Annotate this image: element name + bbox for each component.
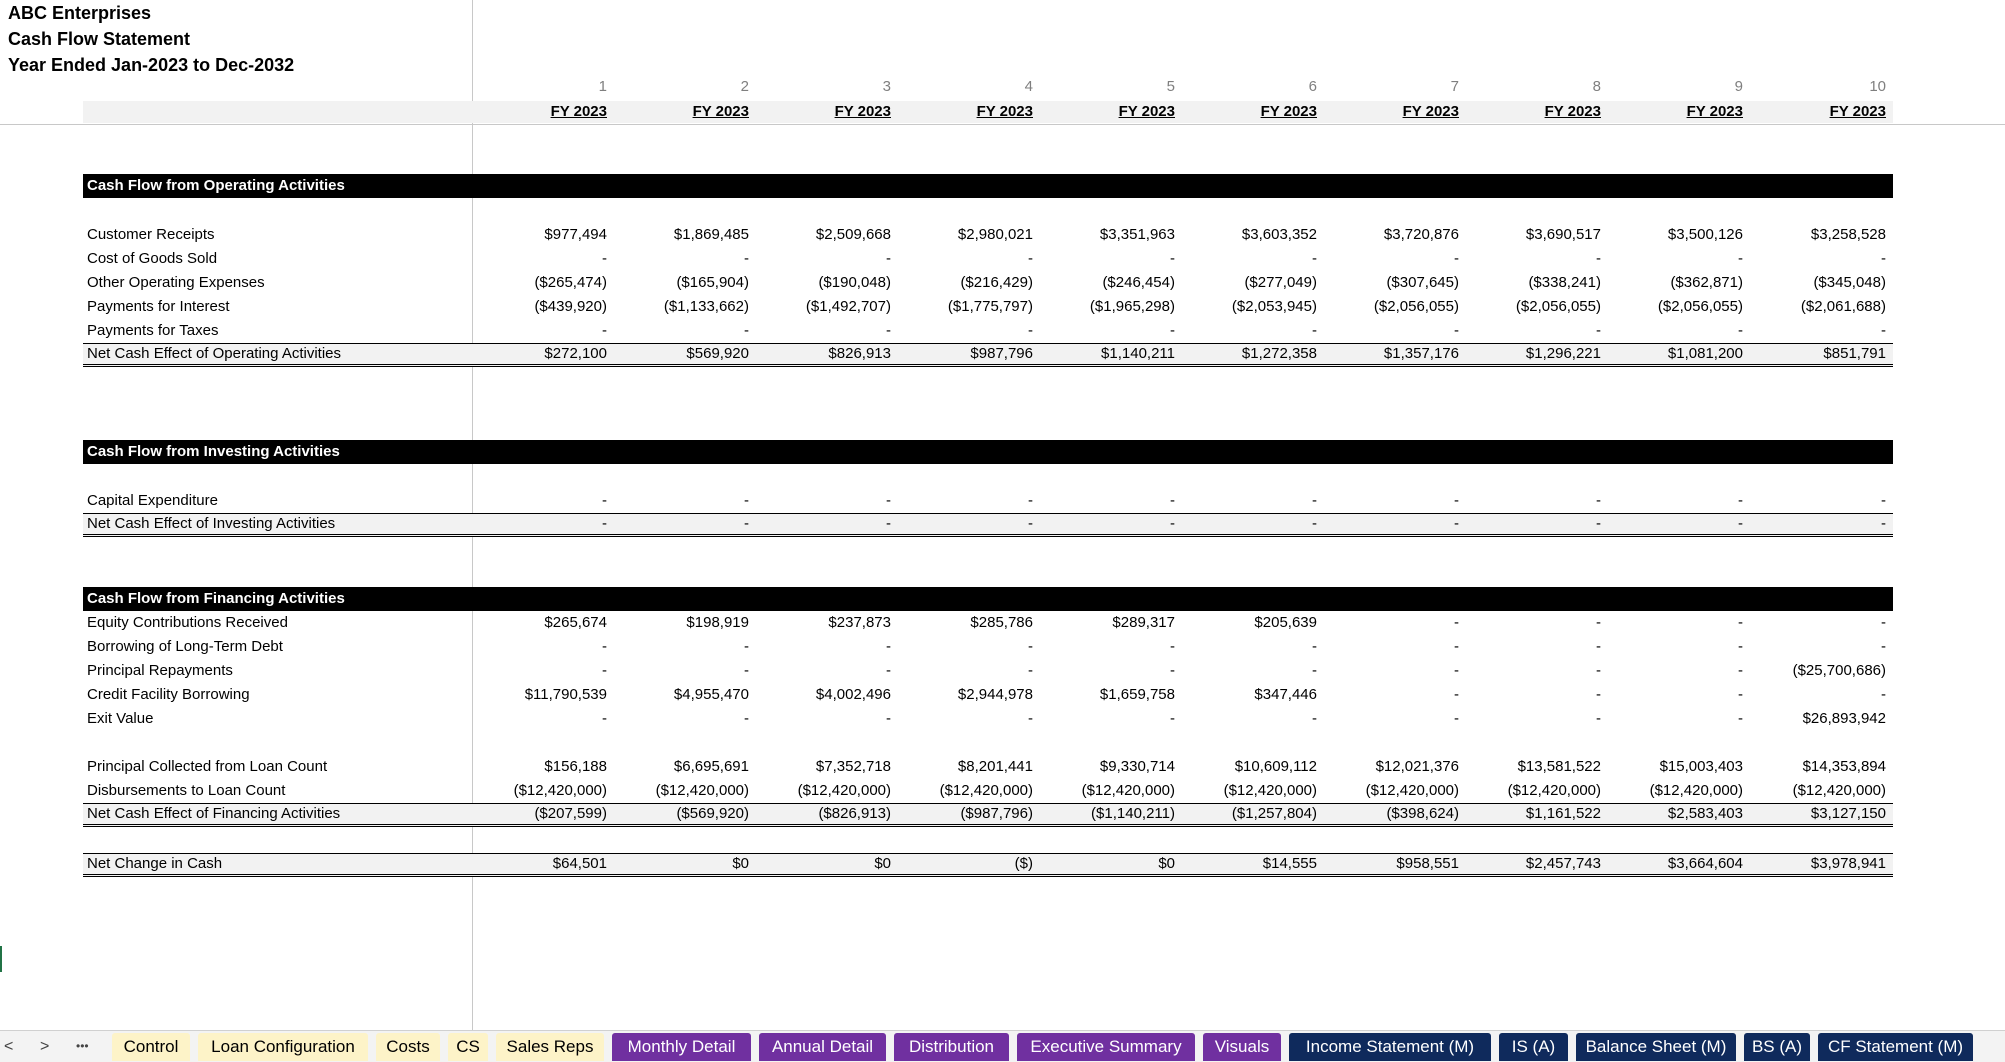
line-item-row bbox=[83, 271, 1893, 295]
value-cell[interactable]: $3,978,941 bbox=[1810, 855, 1886, 872]
selected-cell-marker bbox=[0, 946, 2, 972]
value-cell[interactable]: $1,357,176 bbox=[1383, 345, 1459, 362]
value-cell[interactable]: ($12,420,000) bbox=[513, 782, 607, 799]
value-cell[interactable]: $3,690,517 bbox=[1525, 226, 1601, 243]
period-number: 3 bbox=[882, 78, 891, 95]
sheet-tab[interactable]: Monthly Detail bbox=[612, 1033, 751, 1061]
line-item-row bbox=[83, 319, 1893, 343]
value-cell[interactable]: - bbox=[1596, 662, 1601, 679]
value-cell[interactable]: ($1,775,797) bbox=[947, 298, 1033, 315]
value-cell[interactable]: - bbox=[1738, 686, 1743, 703]
value-cell[interactable]: $1,081,200 bbox=[1667, 345, 1743, 362]
fiscal-year-label: FY 2023 bbox=[550, 103, 607, 120]
value-cell[interactable]: - bbox=[1028, 710, 1033, 727]
fiscal-year-label: FY 2023 bbox=[1118, 103, 1175, 120]
value-cell[interactable]: - bbox=[602, 250, 607, 267]
value-cell[interactable]: $272,100 bbox=[544, 345, 607, 362]
value-cell[interactable]: $289,317 bbox=[1112, 614, 1175, 631]
value-cell[interactable]: - bbox=[1312, 492, 1317, 509]
row-label: Equity Contributions Received bbox=[87, 614, 288, 631]
value-cell[interactable]: ($277,049) bbox=[1244, 274, 1317, 291]
value-cell[interactable]: ($1,133,662) bbox=[663, 298, 749, 315]
row-label: Payments for Taxes bbox=[87, 322, 219, 339]
value-cell[interactable]: $156,188 bbox=[544, 758, 607, 775]
period-number: 2 bbox=[740, 78, 749, 95]
sheet-tab-bar bbox=[0, 1030, 2005, 1062]
section-title: Cash Flow from Operating Activities bbox=[87, 177, 345, 194]
value-cell[interactable]: $2,509,668 bbox=[815, 226, 891, 243]
sheet-tab[interactable]: Distribution bbox=[894, 1033, 1009, 1061]
value-cell[interactable]: ($12,420,000) bbox=[1223, 782, 1317, 799]
line-item-row bbox=[83, 611, 1893, 635]
value-cell[interactable]: $13,581,522 bbox=[1517, 758, 1601, 775]
fiscal-year-label: FY 2023 bbox=[1260, 103, 1317, 120]
line-item-row bbox=[83, 707, 1893, 731]
value-cell[interactable]: ($338,241) bbox=[1528, 274, 1601, 291]
value-cell[interactable]: - bbox=[886, 515, 891, 532]
value-cell[interactable]: ($1,965,298) bbox=[1089, 298, 1175, 315]
value-cell[interactable]: - bbox=[1170, 638, 1175, 655]
value-cell[interactable]: - bbox=[1881, 614, 1886, 631]
period-number: 7 bbox=[1450, 78, 1459, 95]
value-cell[interactable]: ($2,056,055) bbox=[1657, 298, 1743, 315]
period-number: 9 bbox=[1734, 78, 1743, 95]
value-cell[interactable]: ($439,920) bbox=[534, 298, 607, 315]
value-cell[interactable]: $0 bbox=[732, 855, 749, 872]
value-cell[interactable]: - bbox=[1738, 322, 1743, 339]
value-cell[interactable]: $0 bbox=[1158, 855, 1175, 872]
value-cell[interactable]: $0 bbox=[874, 855, 891, 872]
value-cell[interactable]: - bbox=[602, 515, 607, 532]
value-cell[interactable]: $3,603,352 bbox=[1241, 226, 1317, 243]
value-cell[interactable]: $237,873 bbox=[828, 614, 891, 631]
value-cell[interactable]: ($165,904) bbox=[676, 274, 749, 291]
value-cell[interactable]: - bbox=[1596, 492, 1601, 509]
value-cell[interactable]: ($2,056,055) bbox=[1373, 298, 1459, 315]
line-item-row bbox=[83, 659, 1893, 683]
row-label: Capital Expenditure bbox=[87, 492, 218, 509]
sheet-tab[interactable]: Balance Sheet (M) bbox=[1576, 1033, 1736, 1061]
value-cell[interactable]: $2,457,743 bbox=[1525, 855, 1601, 872]
period-title: Year Ended Jan-2023 to Dec-2032 bbox=[8, 55, 295, 75]
value-cell[interactable]: $12,021,376 bbox=[1375, 758, 1459, 775]
value-cell[interactable]: - bbox=[1454, 638, 1459, 655]
fiscal-year-label: FY 2023 bbox=[1829, 103, 1886, 120]
row-label: Cost of Goods Sold bbox=[87, 250, 218, 267]
value-cell[interactable]: - bbox=[1170, 250, 1175, 267]
value-cell[interactable]: $205,639 bbox=[1254, 614, 1317, 631]
value-cell[interactable]: $347,446 bbox=[1254, 686, 1317, 703]
value-cell[interactable]: - bbox=[1170, 492, 1175, 509]
line-item-row bbox=[83, 295, 1893, 319]
frozen-row-divider bbox=[0, 124, 2005, 125]
sheet-tab[interactable]: Visuals bbox=[1203, 1033, 1281, 1061]
line-item-row bbox=[83, 755, 1893, 779]
value-cell[interactable]: - bbox=[1170, 662, 1175, 679]
sheet-tab[interactable]: Loan Configuration bbox=[198, 1033, 368, 1061]
value-cell[interactable]: $851,791 bbox=[1823, 345, 1886, 362]
value-cell[interactable]: - bbox=[1596, 322, 1601, 339]
fiscal-year-label: FY 2023 bbox=[976, 103, 1033, 120]
value-cell[interactable]: ($1,492,707) bbox=[805, 298, 891, 315]
value-cell[interactable]: - bbox=[1738, 614, 1743, 631]
value-cell[interactable]: ($190,048) bbox=[818, 274, 891, 291]
financing-total-row bbox=[83, 803, 1893, 827]
value-cell[interactable]: - bbox=[1596, 686, 1601, 703]
value-cell[interactable]: - bbox=[1454, 322, 1459, 339]
value-cell[interactable]: ($345,048) bbox=[1813, 274, 1886, 291]
value-cell[interactable]: $3,351,963 bbox=[1099, 226, 1175, 243]
value-cell[interactable]: - bbox=[1738, 492, 1743, 509]
row-label: Net Change in Cash bbox=[87, 855, 223, 872]
fiscal-year-label: FY 2023 bbox=[692, 103, 749, 120]
net-change-row bbox=[83, 853, 1893, 877]
period-number: 4 bbox=[1024, 78, 1033, 95]
value-cell[interactable]: ($398,624) bbox=[1386, 805, 1459, 822]
fiscal-year-label: FY 2023 bbox=[834, 103, 891, 120]
value-cell[interactable]: $1,869,485 bbox=[673, 226, 749, 243]
row-label: Other Operating Expenses bbox=[87, 274, 265, 291]
value-cell[interactable]: $3,500,126 bbox=[1667, 226, 1743, 243]
row-label: Borrowing of Long-Term Debt bbox=[87, 638, 283, 655]
value-cell[interactable]: - bbox=[1454, 662, 1459, 679]
value-cell[interactable]: ($987,796) bbox=[960, 805, 1033, 822]
value-cell[interactable]: - bbox=[886, 250, 891, 267]
value-cell[interactable]: - bbox=[1454, 515, 1459, 532]
row-label: Net Cash Effect of Operating Activities bbox=[87, 345, 342, 362]
value-cell[interactable]: $958,551 bbox=[1396, 855, 1459, 872]
value-cell[interactable]: ($25,700,686) bbox=[1792, 662, 1886, 679]
value-cell[interactable]: $1,161,522 bbox=[1525, 805, 1601, 822]
value-cell[interactable]: - bbox=[1170, 515, 1175, 532]
value-cell[interactable]: ($12,420,000) bbox=[797, 782, 891, 799]
value-cell[interactable]: $3,720,876 bbox=[1383, 226, 1459, 243]
operating-total-row bbox=[83, 343, 1893, 367]
value-cell[interactable]: - bbox=[1881, 492, 1886, 509]
value-cell[interactable]: - bbox=[1454, 710, 1459, 727]
value-cell[interactable]: - bbox=[1454, 614, 1459, 631]
value-cell[interactable]: ($12,420,000) bbox=[1649, 782, 1743, 799]
value-cell[interactable]: ($1,257,804) bbox=[1231, 805, 1317, 822]
value-cell[interactable]: - bbox=[1738, 250, 1743, 267]
company-name: ABC Enterprises bbox=[8, 3, 152, 23]
value-cell[interactable]: $26,893,942 bbox=[1802, 710, 1886, 727]
value-cell[interactable]: ($207,599) bbox=[534, 805, 607, 822]
value-cell[interactable]: $285,786 bbox=[970, 614, 1033, 631]
sheet-tab[interactable]: Annual Detail bbox=[759, 1033, 886, 1061]
value-cell[interactable]: ($216,429) bbox=[960, 274, 1033, 291]
value-cell[interactable]: - bbox=[602, 662, 607, 679]
value-cell[interactable]: $64,501 bbox=[552, 855, 607, 872]
value-cell[interactable]: ($265,474) bbox=[534, 274, 607, 291]
value-cell[interactable]: $2,944,978 bbox=[957, 686, 1033, 703]
value-cell[interactable]: - bbox=[1454, 492, 1459, 509]
value-cell[interactable]: - bbox=[1312, 662, 1317, 679]
section-title: Cash Flow from Financing Activities bbox=[87, 590, 345, 607]
value-cell[interactable]: - bbox=[602, 322, 607, 339]
value-cell[interactable]: - bbox=[744, 250, 749, 267]
value-cell[interactable]: $9,330,714 bbox=[1099, 758, 1175, 775]
row-label: Payments for Interest bbox=[87, 298, 230, 315]
value-cell[interactable]: $265,674 bbox=[544, 614, 607, 631]
value-cell[interactable]: ($12,420,000) bbox=[1792, 782, 1886, 799]
line-item-row bbox=[83, 683, 1893, 707]
sheet-tab[interactable]: Control bbox=[112, 1033, 190, 1061]
value-cell[interactable]: $2,583,403 bbox=[1667, 805, 1743, 822]
value-cell[interactable]: - bbox=[1028, 638, 1033, 655]
value-cell[interactable]: $569,920 bbox=[686, 345, 749, 362]
row-label: Credit Facility Borrowing bbox=[87, 686, 250, 703]
value-cell[interactable]: - bbox=[1028, 322, 1033, 339]
value-cell[interactable]: - bbox=[1028, 492, 1033, 509]
row-label: Principal Repayments bbox=[87, 662, 233, 679]
period-number: 1 bbox=[598, 78, 607, 95]
fiscal-year-label: FY 2023 bbox=[1402, 103, 1459, 120]
period-number: 10 bbox=[1869, 78, 1886, 95]
value-cell[interactable]: - bbox=[886, 492, 891, 509]
prev-sheet-button[interactable]: < bbox=[4, 1038, 14, 1055]
value-cell[interactable]: - bbox=[1028, 662, 1033, 679]
investing-total-row bbox=[83, 513, 1893, 537]
value-cell[interactable]: $2,980,021 bbox=[957, 226, 1033, 243]
value-cell[interactable]: - bbox=[886, 662, 891, 679]
value-cell[interactable]: - bbox=[1312, 710, 1317, 727]
sheet-tab[interactable]: Income Statement (M) bbox=[1289, 1033, 1491, 1061]
value-cell[interactable]: - bbox=[1170, 322, 1175, 339]
value-cell[interactable]: - bbox=[1596, 638, 1601, 655]
value-cell[interactable]: $977,494 bbox=[544, 226, 607, 243]
line-item-row bbox=[83, 489, 1893, 513]
line-item-row bbox=[83, 635, 1893, 659]
value-cell[interactable]: $1,296,221 bbox=[1525, 345, 1601, 362]
value-cell[interactable]: - bbox=[886, 710, 891, 727]
value-cell[interactable]: - bbox=[1881, 250, 1886, 267]
value-cell[interactable]: $4,002,496 bbox=[815, 686, 891, 703]
value-cell[interactable]: ($12,420,000) bbox=[655, 782, 749, 799]
value-cell[interactable]: - bbox=[744, 662, 749, 679]
sheet-tab[interactable]: BS (A) bbox=[1744, 1033, 1810, 1061]
value-cell[interactable]: $6,695,691 bbox=[673, 758, 749, 775]
value-cell[interactable]: ($307,645) bbox=[1386, 274, 1459, 291]
value-cell[interactable]: $14,353,894 bbox=[1802, 758, 1886, 775]
value-cell[interactable]: - bbox=[1028, 515, 1033, 532]
value-cell[interactable]: $3,127,150 bbox=[1810, 805, 1886, 822]
more-sheets-button[interactable]: ••• bbox=[76, 1039, 89, 1053]
value-cell[interactable]: - bbox=[1170, 710, 1175, 727]
value-cell[interactable]: - bbox=[1454, 250, 1459, 267]
sheet-tab[interactable]: IS (A) bbox=[1499, 1033, 1568, 1061]
line-item-row bbox=[83, 779, 1893, 803]
value-cell[interactable]: ($2,061,688) bbox=[1800, 298, 1886, 315]
value-cell[interactable]: - bbox=[1738, 515, 1743, 532]
value-cell[interactable]: - bbox=[1596, 710, 1601, 727]
value-cell[interactable]: - bbox=[744, 515, 749, 532]
value-cell[interactable]: $14,555 bbox=[1262, 855, 1317, 872]
value-cell[interactable]: ($826,913) bbox=[818, 805, 891, 822]
row-label: Disbursements to Loan Count bbox=[87, 782, 286, 799]
period-number: 5 bbox=[1166, 78, 1175, 95]
value-cell[interactable]: $15,003,403 bbox=[1659, 758, 1743, 775]
value-cell[interactable]: $1,272,358 bbox=[1241, 345, 1317, 362]
fiscal-year-label: FY 2023 bbox=[1544, 103, 1601, 120]
sheet-tab[interactable]: Executive Summary bbox=[1017, 1033, 1195, 1061]
value-cell[interactable]: - bbox=[744, 322, 749, 339]
value-cell[interactable]: $198,919 bbox=[686, 614, 749, 631]
period-number: 8 bbox=[1592, 78, 1601, 95]
value-cell[interactable]: ($2,056,055) bbox=[1515, 298, 1601, 315]
value-cell[interactable]: - bbox=[1596, 515, 1601, 532]
row-label: Net Cash Effect of Financing Activities bbox=[87, 805, 341, 822]
line-item-row bbox=[83, 247, 1893, 271]
value-cell[interactable]: ($362,871) bbox=[1670, 274, 1743, 291]
value-cell[interactable]: - bbox=[886, 322, 891, 339]
value-cell[interactable]: - bbox=[602, 638, 607, 655]
line-item-row bbox=[83, 223, 1893, 247]
value-cell[interactable]: $4,955,470 bbox=[673, 686, 749, 703]
row-label: Principal Collected from Loan Count bbox=[87, 758, 328, 775]
value-cell[interactable]: - bbox=[1312, 322, 1317, 339]
value-cell[interactable]: ($12,420,000) bbox=[1081, 782, 1175, 799]
value-cell[interactable]: - bbox=[1881, 638, 1886, 655]
value-cell[interactable]: - bbox=[1738, 638, 1743, 655]
row-label: Exit Value bbox=[87, 710, 154, 727]
value-cell[interactable]: $10,609,112 bbox=[1234, 758, 1317, 775]
value-cell[interactable]: - bbox=[744, 638, 749, 655]
value-cell[interactable]: $11,790,539 bbox=[524, 686, 607, 703]
section-header bbox=[83, 440, 1893, 464]
value-cell[interactable]: $7,352,718 bbox=[815, 758, 891, 775]
value-cell[interactable]: $987,796 bbox=[970, 345, 1033, 362]
value-cell[interactable]: $8,201,441 bbox=[957, 758, 1033, 775]
value-cell[interactable]: $1,659,758 bbox=[1099, 686, 1175, 703]
value-cell[interactable]: ($12,420,000) bbox=[1365, 782, 1459, 799]
value-cell[interactable]: - bbox=[1596, 614, 1601, 631]
value-cell[interactable]: - bbox=[1312, 515, 1317, 532]
section-header bbox=[83, 587, 1893, 611]
sheet-tab[interactable]: Costs bbox=[376, 1033, 440, 1061]
value-cell[interactable]: - bbox=[602, 492, 607, 509]
value-cell[interactable]: - bbox=[1738, 662, 1743, 679]
value-cell[interactable]: - bbox=[1881, 322, 1886, 339]
section-title: Cash Flow from Investing Activities bbox=[87, 443, 340, 460]
value-cell[interactable]: - bbox=[602, 710, 607, 727]
value-cell[interactable]: - bbox=[744, 710, 749, 727]
value-cell[interactable]: ($246,454) bbox=[1102, 274, 1175, 291]
row-label: Customer Receipts bbox=[87, 226, 215, 243]
value-cell[interactable]: - bbox=[1881, 515, 1886, 532]
value-cell[interactable]: ($1,140,211) bbox=[1091, 805, 1175, 822]
value-cell[interactable]: - bbox=[1028, 250, 1033, 267]
section-header bbox=[83, 174, 1893, 198]
statement-title: Cash Flow Statement bbox=[8, 29, 191, 49]
value-cell[interactable]: $3,664,604 bbox=[1667, 855, 1743, 872]
value-cell[interactable]: ($2,053,945) bbox=[1231, 298, 1317, 315]
row-label: Net Cash Effect of Investing Activities bbox=[87, 515, 336, 532]
value-cell[interactable]: ($) bbox=[1014, 855, 1033, 872]
value-cell[interactable]: - bbox=[744, 492, 749, 509]
value-cell[interactable]: - bbox=[1738, 710, 1743, 727]
value-cell[interactable]: - bbox=[1596, 250, 1601, 267]
value-cell[interactable]: $826,913 bbox=[828, 345, 891, 362]
sheet-tab[interactable]: Sales Reps bbox=[496, 1033, 604, 1061]
value-cell[interactable]: - bbox=[1454, 686, 1459, 703]
value-cell[interactable]: - bbox=[1312, 250, 1317, 267]
value-cell[interactable]: - bbox=[886, 638, 891, 655]
next-sheet-button[interactable]: > bbox=[40, 1038, 50, 1055]
value-cell[interactable]: - bbox=[1881, 686, 1886, 703]
value-cell[interactable]: $1,140,211 bbox=[1101, 345, 1175, 362]
value-cell[interactable]: ($12,420,000) bbox=[1507, 782, 1601, 799]
fiscal-year-label: FY 2023 bbox=[1686, 103, 1743, 120]
period-number: 6 bbox=[1308, 78, 1317, 95]
value-cell[interactable]: - bbox=[1312, 638, 1317, 655]
value-cell[interactable]: ($569,920) bbox=[676, 805, 749, 822]
sheet-tab[interactable]: CF Statement (M) bbox=[1818, 1033, 1973, 1061]
value-cell[interactable]: $3,258,528 bbox=[1810, 226, 1886, 243]
value-cell[interactable]: ($12,420,000) bbox=[939, 782, 1033, 799]
sheet-tab[interactable]: CS bbox=[448, 1033, 488, 1061]
